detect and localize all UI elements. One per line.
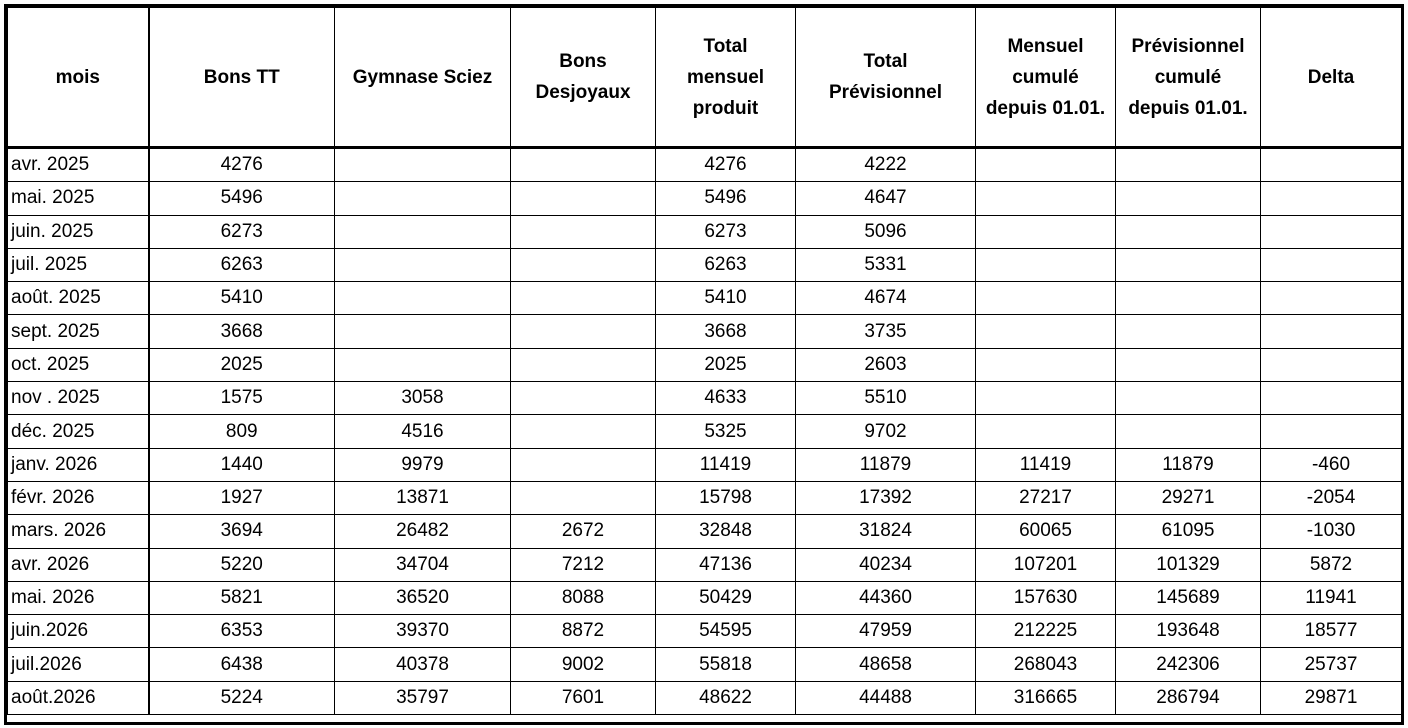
- month-cell: mai. 2025: [8, 182, 149, 215]
- value-cell: 7212: [511, 548, 656, 581]
- header-text-line: Prévisionnel: [829, 82, 942, 103]
- value-cell: [1261, 415, 1402, 448]
- data-table-container: [4, 4, 1404, 725]
- header-total-previsionnel: [796, 8, 976, 148]
- header-text-line: Delta: [1307, 66, 1355, 88]
- value-cell: 5220: [149, 548, 335, 581]
- value-cell: 32848: [656, 515, 796, 548]
- value-cell: 4276: [656, 148, 796, 182]
- value-cell: 5410: [149, 282, 335, 315]
- table-row: [8, 315, 1402, 348]
- value-cell: 3058: [335, 382, 511, 415]
- header-previsionnel-cumule: [1116, 8, 1261, 148]
- value-cell: 55818: [656, 648, 796, 681]
- value-cell: [511, 215, 656, 248]
- month-cell: juil.2026: [8, 648, 149, 681]
- value-cell: 101329: [1116, 548, 1261, 581]
- value-cell: 5325: [656, 415, 796, 448]
- value-cell: [511, 448, 656, 481]
- value-cell: [511, 315, 656, 348]
- table-row: [8, 548, 1402, 581]
- table-row: [8, 282, 1402, 315]
- month-cell: sept. 2025: [8, 315, 149, 348]
- value-cell: 3735: [796, 315, 976, 348]
- value-cell: 3694: [149, 515, 335, 548]
- value-cell: [511, 182, 656, 215]
- value-cell: 5224: [149, 681, 335, 714]
- header-text-line: cumulé: [1012, 66, 1079, 88]
- table-row: [8, 215, 1402, 248]
- value-cell: 61095: [1116, 515, 1261, 548]
- value-cell: [1116, 282, 1261, 315]
- value-cell: [1261, 182, 1402, 215]
- value-cell: 145689: [1116, 581, 1261, 614]
- header-gymnase-sciez: [335, 8, 511, 148]
- table-body: [8, 148, 1402, 715]
- value-cell: 6273: [149, 215, 335, 248]
- header-delta: [1261, 8, 1402, 148]
- value-cell: 35797: [335, 681, 511, 714]
- month-cell: janv. 2026: [8, 448, 149, 481]
- value-cell: [1116, 148, 1261, 182]
- month-cell: août.2026: [8, 681, 149, 714]
- value-cell: [1116, 182, 1261, 215]
- value-cell: 40234: [796, 548, 976, 581]
- table-row: [8, 382, 1402, 415]
- value-cell: 3668: [656, 315, 796, 348]
- value-cell: 286794: [1116, 681, 1261, 714]
- value-cell: -2054: [1261, 481, 1402, 514]
- value-cell: [335, 182, 511, 215]
- value-cell: 11879: [796, 448, 976, 481]
- month-cell: avr. 2025: [8, 148, 149, 182]
- value-cell: 6263: [656, 248, 796, 281]
- value-cell: 47959: [796, 615, 976, 648]
- value-cell: [335, 148, 511, 182]
- value-cell: 6438: [149, 648, 335, 681]
- value-cell: [976, 148, 1116, 182]
- value-cell: [976, 382, 1116, 415]
- month-cell: juin. 2025: [8, 215, 149, 248]
- value-cell: 36520: [335, 581, 511, 614]
- table-row: [8, 348, 1402, 381]
- header-mois: [8, 8, 149, 148]
- value-cell: [511, 481, 656, 514]
- value-cell: 4222: [796, 148, 976, 182]
- value-cell: 17392: [796, 481, 976, 514]
- value-cell: 8088: [511, 581, 656, 614]
- value-cell: [335, 282, 511, 315]
- table-row: [8, 581, 1402, 614]
- table-row: [8, 448, 1402, 481]
- value-cell: 5410: [656, 282, 796, 315]
- value-cell: 11419: [976, 448, 1116, 481]
- value-cell: [511, 382, 656, 415]
- month-cell: mai. 2026: [8, 581, 149, 614]
- value-cell: 60065: [976, 515, 1116, 548]
- value-cell: 29271: [1116, 481, 1261, 514]
- value-cell: 9002: [511, 648, 656, 681]
- value-cell: 268043: [976, 648, 1116, 681]
- value-cell: [1261, 382, 1402, 415]
- header-text-line: Total: [863, 51, 908, 72]
- value-cell: 4276: [149, 148, 335, 182]
- value-cell: [1116, 382, 1261, 415]
- table-row: [8, 681, 1402, 714]
- value-cell: [1261, 148, 1402, 182]
- value-cell: 5496: [656, 182, 796, 215]
- value-cell: 39370: [335, 615, 511, 648]
- value-cell: [511, 148, 656, 182]
- value-cell: 11879: [1116, 448, 1261, 481]
- value-cell: 48622: [656, 681, 796, 714]
- value-cell: 5496: [149, 182, 335, 215]
- value-cell: -460: [1261, 448, 1402, 481]
- month-cell: juin.2026: [8, 615, 149, 648]
- value-cell: [511, 248, 656, 281]
- table-row: [8, 148, 1402, 182]
- month-cell: oct. 2025: [8, 348, 149, 381]
- value-cell: [976, 282, 1116, 315]
- value-cell: 8872: [511, 615, 656, 648]
- value-cell: 5872: [1261, 548, 1402, 581]
- value-cell: [976, 415, 1116, 448]
- table-row: [8, 515, 1402, 548]
- value-cell: 5821: [149, 581, 335, 614]
- value-cell: 1440: [149, 448, 335, 481]
- value-cell: 2025: [149, 348, 335, 381]
- value-cell: 242306: [1116, 648, 1261, 681]
- value-cell: 107201: [976, 548, 1116, 581]
- value-cell: [511, 282, 656, 315]
- table-row: [8, 248, 1402, 281]
- value-cell: 25737: [1261, 648, 1402, 681]
- header-text-line: depuis 01.01.: [1128, 97, 1248, 119]
- value-cell: [1261, 315, 1402, 348]
- value-cell: 6263: [149, 248, 335, 281]
- header-text-line: mensuel: [686, 66, 765, 88]
- header-text-line: Bons TT: [203, 66, 280, 88]
- value-cell: 193648: [1116, 615, 1261, 648]
- value-cell: 5096: [796, 215, 976, 248]
- value-cell: 48658: [796, 648, 976, 681]
- value-cell: [511, 348, 656, 381]
- value-cell: 27217: [976, 481, 1116, 514]
- header-text-line: Mensuel: [1007, 35, 1084, 57]
- value-cell: 54595: [656, 615, 796, 648]
- value-cell: 6353: [149, 615, 335, 648]
- value-cell: [1116, 215, 1261, 248]
- value-cell: [1116, 248, 1261, 281]
- header-text-line: depuis 01.01.: [985, 97, 1106, 119]
- value-cell: [1261, 215, 1402, 248]
- header-text-line: cumulé: [1154, 66, 1222, 88]
- table-row: [8, 481, 1402, 514]
- value-cell: 4516: [335, 415, 511, 448]
- header-bons-desjoyaux: [511, 8, 656, 148]
- value-cell: [1261, 248, 1402, 281]
- value-cell: 44360: [796, 581, 976, 614]
- table-header: [8, 8, 1402, 148]
- value-cell: 34704: [335, 548, 511, 581]
- month-cell: juil. 2025: [8, 248, 149, 281]
- month-cell: déc. 2025: [8, 415, 149, 448]
- month-cell: nov . 2025: [8, 382, 149, 415]
- value-cell: 5510: [796, 382, 976, 415]
- value-cell: 2603: [796, 348, 976, 381]
- table-row: [8, 648, 1402, 681]
- value-cell: 9702: [796, 415, 976, 448]
- header-text-line: Prévisionnel: [1131, 35, 1245, 57]
- header-text-line: Total: [703, 35, 748, 57]
- header-text-line: produit: [692, 97, 759, 119]
- value-cell: 4647: [796, 182, 976, 215]
- production-table: [7, 7, 1402, 715]
- value-cell: [335, 348, 511, 381]
- value-cell: 1927: [149, 481, 335, 514]
- header-mensuel-cumule: [976, 8, 1116, 148]
- table-row: [8, 615, 1402, 648]
- value-cell: [976, 182, 1116, 215]
- value-cell: 7601: [511, 681, 656, 714]
- value-cell: -1030: [1261, 515, 1402, 548]
- value-cell: 50429: [656, 581, 796, 614]
- value-cell: 13871: [335, 481, 511, 514]
- value-cell: [335, 315, 511, 348]
- value-cell: 18577: [1261, 615, 1402, 648]
- value-cell: [1116, 348, 1261, 381]
- header-text-line: Bons: [559, 51, 607, 72]
- header-total-mensuel-produit: [656, 8, 796, 148]
- value-cell: 11419: [656, 448, 796, 481]
- header-text-line: Gymnase Sciez: [352, 66, 493, 88]
- value-cell: 4633: [656, 382, 796, 415]
- value-cell: 316665: [976, 681, 1116, 714]
- value-cell: 15798: [656, 481, 796, 514]
- value-cell: 40378: [335, 648, 511, 681]
- header-row: [8, 8, 1402, 148]
- month-cell: mars. 2026: [8, 515, 149, 548]
- value-cell: [976, 315, 1116, 348]
- value-cell: [335, 248, 511, 281]
- header-text-line: Desjoyaux: [535, 82, 631, 103]
- month-cell: févr. 2026: [8, 481, 149, 514]
- value-cell: 47136: [656, 548, 796, 581]
- value-cell: 26482: [335, 515, 511, 548]
- value-cell: 157630: [976, 581, 1116, 614]
- value-cell: [976, 248, 1116, 281]
- value-cell: 9979: [335, 448, 511, 481]
- value-cell: [335, 215, 511, 248]
- value-cell: 212225: [976, 615, 1116, 648]
- value-cell: [511, 415, 656, 448]
- value-cell: [1116, 415, 1261, 448]
- value-cell: 11941: [1261, 581, 1402, 614]
- value-cell: 809: [149, 415, 335, 448]
- header-text-line: mois: [55, 66, 100, 88]
- table-row: [8, 415, 1402, 448]
- value-cell: 6273: [656, 215, 796, 248]
- value-cell: 44488: [796, 681, 976, 714]
- value-cell: 29871: [1261, 681, 1402, 714]
- value-cell: 2025: [656, 348, 796, 381]
- header-bons-tt: [149, 8, 335, 148]
- value-cell: 4674: [796, 282, 976, 315]
- value-cell: [1261, 348, 1402, 381]
- table-row: [8, 182, 1402, 215]
- value-cell: [976, 215, 1116, 248]
- value-cell: 5331: [796, 248, 976, 281]
- value-cell: [1116, 315, 1261, 348]
- value-cell: [1261, 282, 1402, 315]
- month-cell: août. 2025: [8, 282, 149, 315]
- month-cell: avr. 2026: [8, 548, 149, 581]
- value-cell: [976, 348, 1116, 381]
- value-cell: 31824: [796, 515, 976, 548]
- value-cell: 3668: [149, 315, 335, 348]
- value-cell: 2672: [511, 515, 656, 548]
- value-cell: 1575: [149, 382, 335, 415]
